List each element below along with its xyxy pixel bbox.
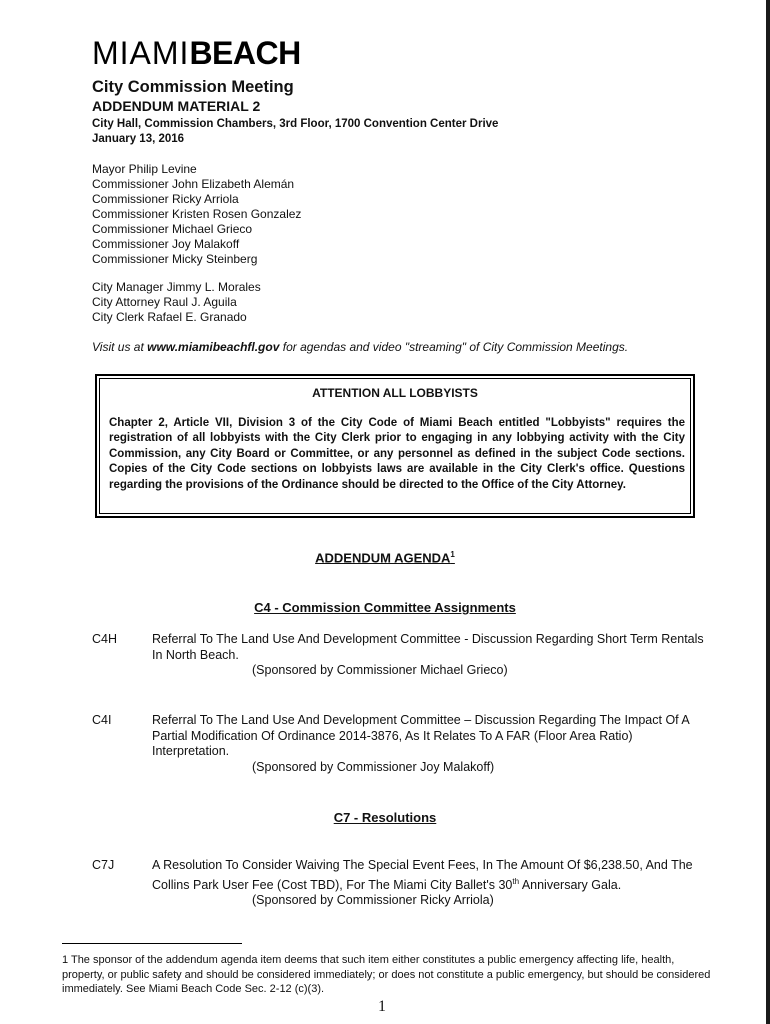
- miami-beach-logo: MIAMIBEACH: [92, 35, 301, 71]
- meeting-title: City Commission Meeting: [92, 78, 294, 96]
- official-item: Commissioner John Elizabeth Alemán: [92, 177, 295, 191]
- section-heading-c7: C7 - Resolutions: [333, 810, 437, 825]
- addendum-agenda-heading: ADDENDUM AGENDA$^1$: [315, 550, 455, 566]
- addendum-subtitle: ADDENDUM MATERIAL 2: [92, 98, 261, 114]
- item-code-c4i: C4I: [92, 713, 112, 727]
- item-code-c7j: C7J: [92, 858, 115, 872]
- lobbyist-notice-box: [95, 374, 695, 518]
- item-text-c4h: Referral To The Land Use And Development Committee - Discussion Regarding Short Term Rentals In North Beach. (Sponsored by Commissioner Michael Grieco): [152, 632, 712, 679]
- lobbyist-notice-text: Chapter 2, Article VII, Division 3 of the City Code of Miami Beach entitled "Lobbyists" requires the registration of all lobbyists with the City Clerk prior to engaging in any lobbying activity with the City Commission, any City Board or Committee, or any personnel as defined in the subject Code sections. Copies of the City Code sections on lobbyists laws are available in the City Clerk's office. Questions regarding the provisions of the Ordinance should be directed to the Office of the City Attorney.: [109, 417, 685, 491]
- meeting-date: January 13, 2016: [92, 133, 185, 145]
- footnote-divider: [62, 943, 242, 944]
- official-item: Commissioner Ricky Arriola: [92, 192, 239, 206]
- staff-list: [92, 280, 261, 325]
- lobbyist-notice-title: ATTENTION ALL LOBBYISTS: [312, 386, 478, 400]
- staff-item: City Manager Jimmy L. Morales: [92, 280, 261, 294]
- official-item: Mayor Philip Levine: [92, 162, 197, 176]
- staff-item: City Clerk Rafael E. Granado: [92, 310, 247, 324]
- section-heading-c4: C4 - Commission Committee Assignments: [254, 600, 516, 615]
- item-text-c7j: A Resolution To Consider Waiving The Special Event Fees, In The Amount Of $6,238.50, And The Collins Park User Fee (Cost TBD), For The Miami City Ballet's 30th Anniversary Gala. (Sponsored by Commissioner Ricky Arriola): [152, 858, 712, 909]
- footnote-text: 1 The sponsor of the addendum agenda item deems that such item either constitutes a public emergency affecting life, health, property, or public safety and should be considered immediately; or does not constitute a public emergency, but should be considered immediately. See Miami Beach Code Sec. 2-12 (c)(3).: [62, 954, 711, 995]
- page-edge: [766, 0, 770, 1024]
- item-text-c4i: Referral To The Land Use And Development Committee – Discussion Regarding The Impact Of A Partial Modification Of Ordinance 2014-3876, As It Relates To A FAR (Floor Area Ratio) Interpretation. (Sponsored by Commissioner Joy Malakoff): [152, 713, 712, 775]
- official-item: Commissioner Joy Malakoff: [92, 237, 240, 251]
- item-sponsor: (Sponsored by Commissioner Joy Malakoff): [252, 759, 495, 774]
- official-item: Commissioner Micky Steinberg: [92, 252, 258, 266]
- item-sponsor: (Sponsored by Commissioner Michael Grieco): [252, 663, 508, 677]
- page-number: 1: [378, 998, 386, 1015]
- footnote-ref: 1: [450, 550, 455, 559]
- meeting-location: City Hall, Commission Chambers, 3rd Floor, 1700 Convention Center Drive: [92, 118, 499, 130]
- item-sponsor: (Sponsored by Commissioner Ricky Arriola): [252, 893, 494, 908]
- official-item: Commissioner Kristen Rosen Gonzalez: [92, 207, 302, 221]
- website-link[interactable]: www.miamibeachfl.gov: [147, 340, 280, 354]
- officials-list: [92, 162, 301, 267]
- official-item: Commissioner Michael Grieco: [92, 222, 253, 236]
- visit-note: Visit us at www.miamibeachfl.gov for agendas and video "streaming" of City Commission Meetings.: [92, 340, 629, 354]
- staff-item: City Attorney Raul J. Aguila: [92, 295, 237, 309]
- item-code-c4h: C4H: [92, 632, 118, 646]
